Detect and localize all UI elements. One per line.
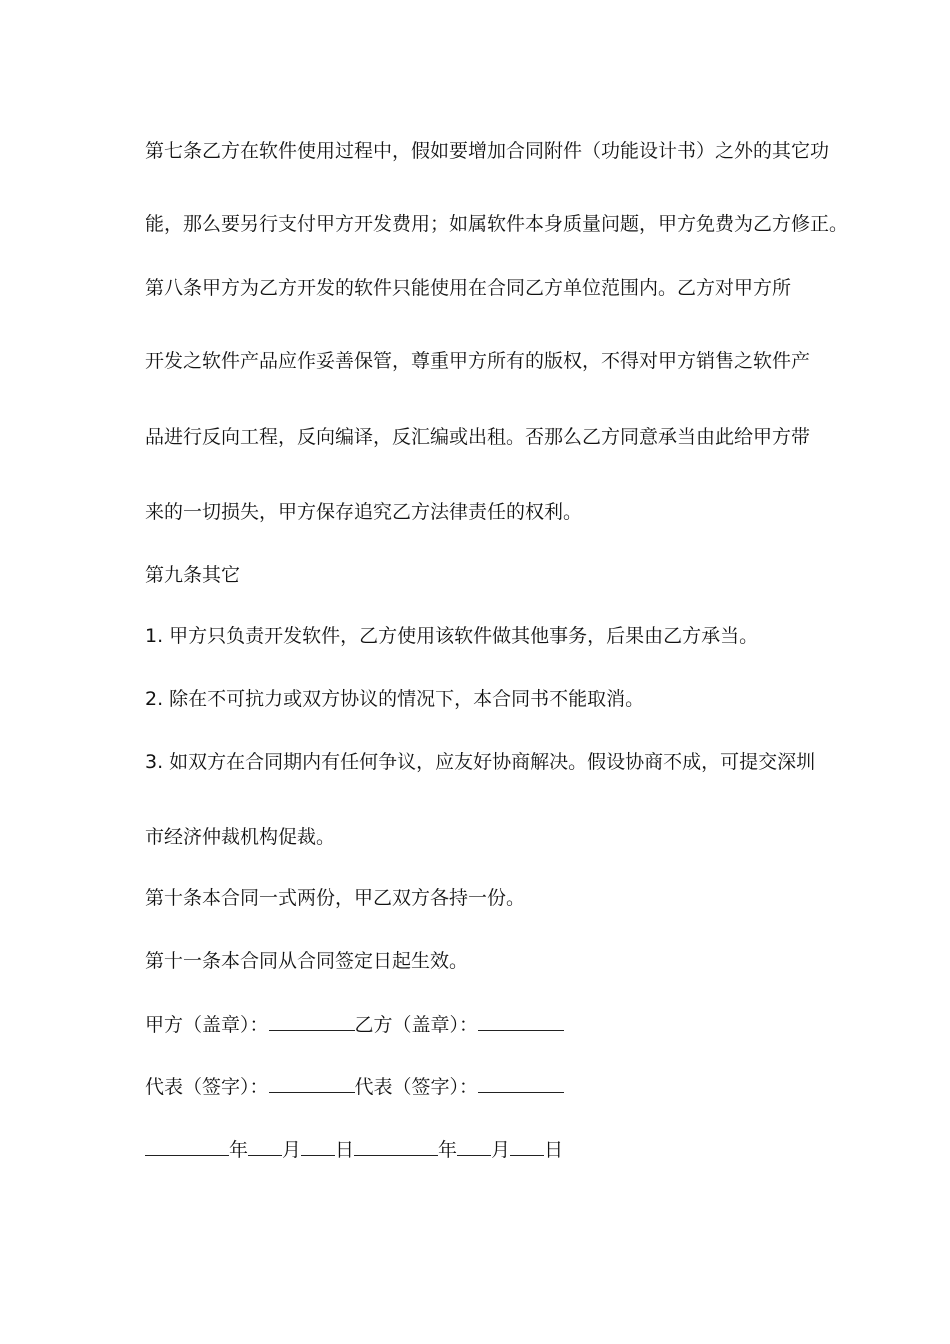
seal-signature-line (145, 1012, 564, 1037)
year-b-blank (354, 1137, 438, 1156)
paragraph-line: 能，那么要另行支付甲方开发费用；如属软件本身质量问题，甲方免费为乙方修正。 (145, 213, 849, 235)
paragraph-line: 第十条本合同一式两份，甲乙双方各持一份。 (145, 887, 526, 909)
date-line (145, 1137, 563, 1162)
section-heading: 第九条其它 (145, 564, 241, 586)
month-a-label: 月 (282, 1139, 302, 1161)
paragraph-line: 开发之软件产品应作妥善保管，尊重甲方所有的版权，不得对甲方销售之软件产 (145, 350, 811, 372)
party-a-seal-label: 甲方（盖章）： (145, 1014, 269, 1036)
paragraph-line: 品进行反向工程，反向编译，反汇编或出租。否那么乙方同意承当由此给甲方带 (145, 426, 811, 448)
month-b-blank (457, 1137, 491, 1156)
paragraph-line: 第八条甲方为乙方开发的软件只能使用在合同乙方单位范围内。乙方对甲方所 (145, 277, 792, 299)
list-item: 2. 除在不可抗力或双方协议的情况下，本合同书不能取消。 (145, 688, 645, 710)
paragraph-line: 市经济仲裁机构促裁。 (145, 826, 336, 848)
rep-a-sign-label: 代表（签字）： (145, 1076, 269, 1098)
year-b-label: 年 (438, 1139, 458, 1161)
month-a-blank (248, 1137, 282, 1156)
rep-b-sign-label: 代表（签字）： (354, 1076, 479, 1098)
day-a-blank (301, 1137, 335, 1156)
year-a-label: 年 (229, 1139, 249, 1161)
rep-a-sign-blank (269, 1074, 355, 1093)
party-a-seal-blank (269, 1012, 355, 1031)
day-a-label: 日 (335, 1139, 355, 1161)
representative-signature-line (145, 1074, 564, 1099)
list-item: 1. 甲方只负责开发软件，乙方使用该软件做其他事务，后果由乙方承当。 (145, 625, 759, 647)
rep-b-sign-blank (478, 1074, 564, 1093)
paragraph-line: 第十一条本合同从合同签定日起生效。 (145, 950, 469, 972)
party-b-seal-label: 乙方（盖章）： (354, 1014, 479, 1036)
month-b-label: 月 (491, 1139, 511, 1161)
paragraph-line: 来的一切损失，甲方保存追究乙方法律责任的权利。 (145, 501, 583, 523)
day-b-label: 日 (544, 1139, 564, 1161)
list-item: 3. 如双方在合同期内有任何争议，应友好协商解决。假设协商不成，可提交深圳 (145, 751, 816, 773)
day-b-blank (510, 1137, 544, 1156)
year-a-blank (145, 1137, 229, 1156)
party-b-seal-blank (478, 1012, 564, 1031)
paragraph-line: 第七条乙方在软件使用过程中，假如要增加合同附件（功能设计书）之外的其它功 (145, 140, 830, 162)
